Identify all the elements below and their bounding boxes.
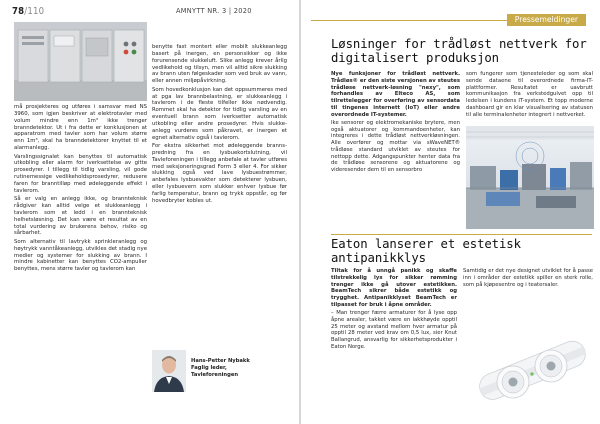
antipanic-light-photo xyxy=(463,308,593,420)
paragraph: benytte fast montert eller mobilt slukkeanlegg basert på inergen, en personsikker og ikke forurensende slukkeluft. Slike anlegg krever årlig vedlikehold og tilsyn, men vil alltid sikre slukking av brann uten følgeskader som ved bruk av vann, eller annen miljøpåvirkning. xyxy=(152,44,287,85)
signature xyxy=(191,358,286,379)
electrical-cabinet-photo xyxy=(14,22,147,101)
article-divider xyxy=(331,234,592,235)
page-total: /110 xyxy=(24,6,45,17)
paragraph: Varslingssignalet kan benyttes til automatisk utkobling eller alarm for iverksettelse av gitte prosedyrer. I tillegg til tidlig varsling, vil gode rutinemessige vedlikeholdsprosedyrer, redusere faren for branntilløp med ødeleggende effekt i tavlerom. xyxy=(14,153,147,194)
issue-label: AMNYTT NR. 3 | 2020 xyxy=(176,7,252,15)
left-column-1 xyxy=(14,104,147,275)
article-1-body-2: som fungerer som tjenesteleder og som skal sende dataene til overordnede firma-IT-plattformer. Resultatet er uavbrutt kommunikasjon fra verkstedgulvet opp til ledelsen i kundens IT-system. Et topp moderne dashboard gir en klar visualisering av statusen til alle terminalenheter integrert i nettverket. xyxy=(466,71,593,118)
section-label: Pressemeldinger xyxy=(507,14,586,26)
left-column-2 xyxy=(152,44,287,206)
article-2-column-1 xyxy=(331,268,457,352)
article-2-body-2: Samtidig er det nye designet utviklet for å passe inn i områder der estetikk spiller en sterk rolle, som på kjøpesentre og i teatersaler. xyxy=(463,268,593,288)
paragraph: Som alternativ til lavtrykk sprinkleranlegg og høytrykk vanntåkeanlegg, utvikles det stadig nye medier og systemer for slukking av brann. I mindre kabinetter kan benyttes CO2-ampuller benyttes, mens større tavler og tavlerom kan xyxy=(14,238,147,273)
author-org: Tavleforeningen xyxy=(191,372,239,378)
page-number-value: 78 xyxy=(12,6,25,17)
page-number xyxy=(12,6,44,17)
article-2-lead: Tiltak for å unngå panikk og skaffe tilstrekkelig lys for sikker rømming trenger ikke gå utover estetikken. BeamTech sikrer både estetikk og trygghet. Antipanikklyset BeamTech er tilpasset for bruk i åpne områder. xyxy=(331,268,457,308)
article-2-column-2 xyxy=(463,268,593,290)
author-name: Hans-Petter Nybakk xyxy=(191,358,250,364)
left-page xyxy=(0,0,299,424)
factory-floor-photo xyxy=(466,126,594,229)
paragraph: For ekstra sikkerhet mot ødeleggende brannspredning fra en lysbuekortslutning, vil Tavleforeningen i tillegg anbefale at tavler utføres med seksjoneringsgrad Form 3 eller 4. For sikker slukking også ved lave lysbuestrømmer, anbefales lysbuevakter som detekterer lysbuen, eller lysbuevern som slukker enhver lysbue før farlig temperatur, brann og trykk oppstår, og før hovedbryter kobles ut. xyxy=(152,143,287,204)
author-role: Faglig leder, xyxy=(191,365,227,371)
paragraph: Så er valg en anlegg ikke, og brannteknisk rådgiver kan alltid velge et slukkeanlegg i tavlerom som et ledd i en brannteknisk helhetsløsning. Det kan være et resultat av en total vurdering av brukerens behov, risiko og sårbarhet. xyxy=(14,196,147,237)
article-1-lead: Nye funksjoner for trådløst nettverk. Trådløs® er den siste versjonen av steutes trådløse nettverk-løsning "nexy", som forhandles av Elteco AS, som tilrettelegger for overføring av sensordata til tingenes internett (IoT) eller andre overordnede IT-systemer. xyxy=(331,71,460,118)
article-1-body-1: Ike sensorer og elektromekaniske brytere, men også aktuatorer og kommandoenheter, kan integreres i dette trådløst nettverkløsningen. Alle overfører og mottar via sWaveNET® trådløse standard utviklet av steutes for nettopp dette. Adgangspunkter henter data fra de trådløse sensorene og aktuatorene og videresender dem til en sensorbro xyxy=(331,119,460,173)
section-header xyxy=(301,14,600,26)
author-portrait xyxy=(152,350,186,392)
article-2-body-1: – Man trenger færre armaturer for å lyse opp åpne arealer, takket være en lakkhøyde opptil 25 meter og avstand mellom hver armatur på opptil 28 meter ved krav om 0,5 lux, sier Knut Ballangrud, ansvarlig for sikkerhetsprodukter i Eaton Norge. xyxy=(331,310,457,350)
article-2-headline: Eaton lanserer et estetisk antipanikklys xyxy=(331,237,521,265)
right-page xyxy=(301,0,600,424)
paragraph: må prosjekteres og utføres i samsvar med NS 3960, som igjen beskriver at elektrotavler med volum mindre enn 1m³ ikke trenger branndetektor. Ut i fra dette er konklusjonen at apparatrom med tavler som har volum større enn 1m³, skal ha branndetektorer knyttet til et alarmanlegg. xyxy=(14,104,147,152)
paragraph: Som hovedkonklusjon kan det oppsummeres med at pga lav brannbelastning, er slukkeanlegg i tavlerom i de fleste tilfeller ikke nødvendig. Rommet skal ha detektor for tidlig varsling av en eventuell brann som iverksetter automatisk utkobling eller andre prosedyrer. Hvis slukkeanlegg vurderes som påkravet, er inergen et egnet alternativ også i tavlerom. xyxy=(152,86,287,141)
article-1-headline: Løsninger for trådløst nettverk for digitalisert produksjon xyxy=(331,37,587,65)
article-1-column-2 xyxy=(466,71,593,120)
article-1-column-1 xyxy=(331,71,460,175)
